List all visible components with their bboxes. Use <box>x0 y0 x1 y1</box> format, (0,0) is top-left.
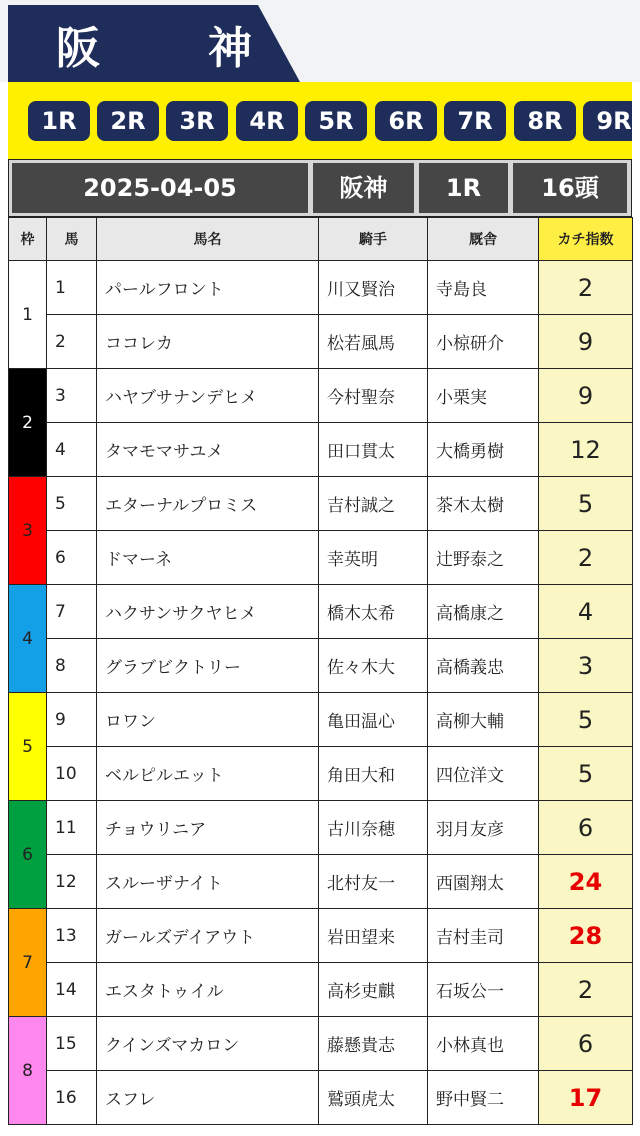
jockey-name: 亀田温心 <box>319 693 428 747</box>
waku-cell: 1 <box>9 261 47 369</box>
race-button-7r[interactable]: 7R <box>444 101 506 141</box>
jockey-name: 川又賢治 <box>319 261 428 315</box>
jockey-name: 今村聖奈 <box>319 369 428 423</box>
horse-name: パールフロント <box>97 261 319 315</box>
horse-number: 15 <box>47 1017 97 1071</box>
jockey-name: 北村友一 <box>319 855 428 909</box>
table-header-row <box>9 218 633 261</box>
horse-number: 8 <box>47 639 97 693</box>
horse-number: 13 <box>47 909 97 963</box>
table-row[interactable] <box>9 963 633 1017</box>
horse-number: 12 <box>47 855 97 909</box>
jockey-name: 古川奈穂 <box>319 801 428 855</box>
column-header-horse: 馬名 <box>97 218 319 261</box>
horse-number: 16 <box>47 1071 97 1125</box>
column-header-umaban: 馬 <box>47 218 97 261</box>
trainer-name: 小椋研介 <box>428 315 539 369</box>
horse-name: ハヤブサナンデヒメ <box>97 369 319 423</box>
race-button-9r[interactable]: 9R <box>583 101 632 141</box>
trainer-name: 小栗実 <box>428 369 539 423</box>
race-head-count: 16頭 <box>513 163 627 213</box>
jockey-name: 鷲頭虎太 <box>319 1071 428 1125</box>
trainer-name: 茶木太樹 <box>428 477 539 531</box>
kachi-index: 17 <box>539 1071 633 1125</box>
race-button-8r[interactable]: 8R <box>514 101 576 141</box>
jockey-name: 橋木太希 <box>319 585 428 639</box>
horse-name: クインズマカロン <box>97 1017 319 1071</box>
trainer-name: 四位洋文 <box>428 747 539 801</box>
kachi-index: 2 <box>539 261 633 315</box>
kachi-index: 5 <box>539 477 633 531</box>
column-header-kachi-index: カチ指数 <box>539 218 633 261</box>
table-row[interactable] <box>9 369 633 423</box>
waku-cell: 6 <box>9 801 47 909</box>
waku-cell: 4 <box>9 585 47 693</box>
horse-name: チョウリニア <box>97 801 319 855</box>
entries-table <box>8 217 633 1125</box>
kachi-index: 12 <box>539 423 633 477</box>
table-row[interactable] <box>9 423 633 477</box>
horse-number: 14 <box>47 963 97 1017</box>
race-venue: 阪神 <box>313 163 414 213</box>
waku-cell: 7 <box>9 909 47 1017</box>
race-button-4r[interactable]: 4R <box>236 101 298 141</box>
waku-cell: 2 <box>9 369 47 477</box>
trainer-name: 羽月友彦 <box>428 801 539 855</box>
trainer-name: 西園翔太 <box>428 855 539 909</box>
column-header-jockey: 騎手 <box>319 218 428 261</box>
trainer-name: 石坂公一 <box>428 963 539 1017</box>
horse-number: 7 <box>47 585 97 639</box>
waku-cell: 3 <box>9 477 47 585</box>
jockey-name: 藤懸貴志 <box>319 1017 428 1071</box>
jockey-name: 高杉吏麒 <box>319 963 428 1017</box>
jockey-name: 佐々木大 <box>319 639 428 693</box>
horse-number: 5 <box>47 477 97 531</box>
kachi-index: 6 <box>539 1017 633 1071</box>
kachi-index: 5 <box>539 693 633 747</box>
column-header-trainer: 厩舎 <box>428 218 539 261</box>
horse-number: 9 <box>47 693 97 747</box>
horse-name: スルーザナイト <box>97 855 319 909</box>
race-button-1r[interactable]: 1R <box>28 101 90 141</box>
table-row[interactable] <box>9 855 633 909</box>
table-row[interactable] <box>9 1071 633 1125</box>
race-button-3r[interactable]: 3R <box>166 101 228 141</box>
table-row[interactable] <box>9 693 633 747</box>
jockey-name: 幸英明 <box>319 531 428 585</box>
trainer-name: 吉村圭司 <box>428 909 539 963</box>
table-row[interactable] <box>9 639 633 693</box>
table-row[interactable] <box>9 315 633 369</box>
table-row[interactable] <box>9 747 633 801</box>
horse-name: ドマーネ <box>97 531 319 585</box>
jockey-name: 岩田望来 <box>319 909 428 963</box>
table-row[interactable] <box>9 261 633 315</box>
kachi-index: 2 <box>539 531 633 585</box>
horse-number: 2 <box>47 315 97 369</box>
kachi-index: 9 <box>539 369 633 423</box>
table-row[interactable] <box>9 801 633 855</box>
race-button-2r[interactable]: 2R <box>97 101 159 141</box>
horse-number: 10 <box>47 747 97 801</box>
trainer-name: 野中賢二 <box>428 1071 539 1125</box>
table-row[interactable] <box>9 531 633 585</box>
kachi-index: 2 <box>539 963 633 1017</box>
waku-cell: 8 <box>9 1017 47 1125</box>
table-row[interactable] <box>9 477 633 531</box>
horse-name: グラブビクトリー <box>97 639 319 693</box>
horse-number: 4 <box>47 423 97 477</box>
horse-number: 11 <box>47 801 97 855</box>
kachi-index: 4 <box>539 585 633 639</box>
jockey-name: 田口貫太 <box>319 423 428 477</box>
trainer-name: 高柳大輔 <box>428 693 539 747</box>
horse-name: ロワン <box>97 693 319 747</box>
trainer-name: 大橋勇樹 <box>428 423 539 477</box>
race-info-row <box>8 159 632 217</box>
kachi-index: 5 <box>539 747 633 801</box>
race-selector-bar <box>8 82 632 159</box>
horse-name: ココレカ <box>97 315 319 369</box>
race-button-6r[interactable]: 6R <box>375 101 437 141</box>
table-row[interactable] <box>9 585 633 639</box>
horse-name: タマモマサユメ <box>97 423 319 477</box>
kachi-index: 3 <box>539 639 633 693</box>
race-date: 2025-04-05 <box>12 163 308 213</box>
jockey-name: 吉村誠之 <box>319 477 428 531</box>
waku-cell: 5 <box>9 693 47 801</box>
horse-name: エスタトゥイル <box>97 963 319 1017</box>
trainer-name: 寺島良 <box>428 261 539 315</box>
kachi-index: 24 <box>539 855 633 909</box>
kachi-index: 28 <box>539 909 633 963</box>
horse-name: ベルピルエット <box>97 747 319 801</box>
kachi-index: 9 <box>539 315 633 369</box>
kachi-index: 6 <box>539 801 633 855</box>
trainer-name: 辻野泰之 <box>428 531 539 585</box>
trainer-name: 高橋康之 <box>428 585 539 639</box>
jockey-name: 角田大和 <box>319 747 428 801</box>
horse-number: 6 <box>47 531 97 585</box>
table-row[interactable] <box>9 909 633 963</box>
trainer-name: 高橋義忠 <box>428 639 539 693</box>
race-button-5r[interactable]: 5R <box>305 101 367 141</box>
table-row[interactable] <box>9 1017 633 1071</box>
trainer-name: 小林真也 <box>428 1017 539 1071</box>
horse-number: 3 <box>47 369 97 423</box>
column-header-waku: 枠 <box>9 218 47 261</box>
horse-name: エターナルプロミス <box>97 477 319 531</box>
venue-title: 阪 神 <box>56 23 284 74</box>
jockey-name: 松若風馬 <box>319 315 428 369</box>
horse-name: スフレ <box>97 1071 319 1125</box>
horse-name: ハクサンサクヤヒメ <box>97 585 319 639</box>
horse-name: ガールズデイアウト <box>97 909 319 963</box>
horse-number: 1 <box>47 261 97 315</box>
race-number: 1R <box>419 163 508 213</box>
